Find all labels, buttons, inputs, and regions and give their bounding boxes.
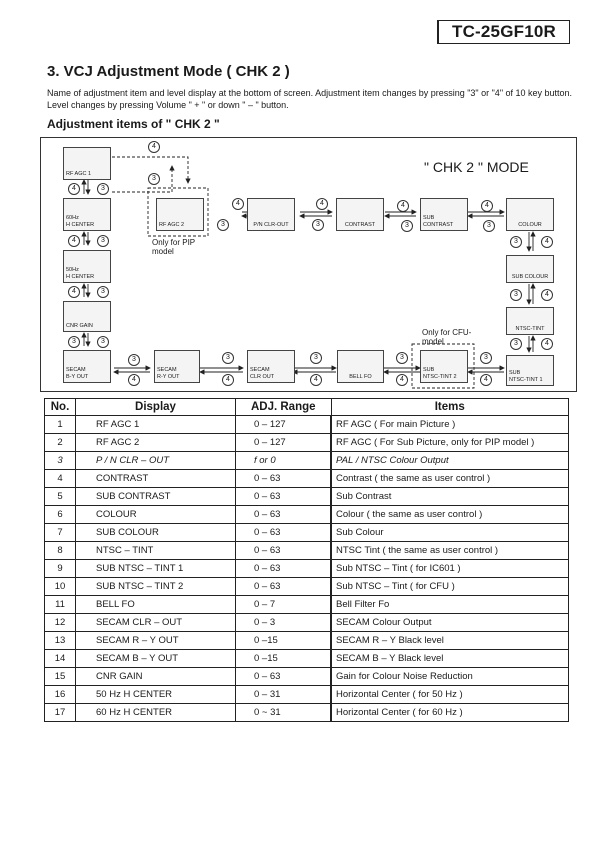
cell-item: Sub Colour [331, 524, 569, 542]
key-3-marker: 3 [97, 183, 109, 195]
cell-display: RF AGC 2 [76, 434, 236, 452]
cell-no: 9 [45, 560, 76, 578]
table-row [45, 434, 569, 452]
cell-item: SECAM B – Y Black level [331, 650, 569, 668]
block-label: CONTRAST [344, 221, 376, 228]
note-pip-model: Only for PIP model [152, 238, 196, 256]
block-sub-contrast [420, 198, 468, 231]
key-4-marker: 4 [316, 198, 328, 210]
cell-display: P / N CLR – OUT [76, 452, 236, 470]
cell-display: SECAM B – Y OUT [76, 650, 236, 668]
table-row [45, 614, 569, 632]
cell-range: 0 – 63 [236, 506, 332, 524]
block-bell-fo [337, 350, 384, 383]
cell-no: 14 [45, 650, 76, 668]
cell-item: Horizontal Center ( for 60 Hz ) [331, 704, 569, 722]
cell-no: 17 [45, 704, 76, 722]
key-3-marker: 3 [396, 352, 408, 364]
cell-item: Sub NTSC – Tint ( for CFU ) [331, 578, 569, 596]
cell-display: SECAM R – Y OUT [76, 632, 236, 650]
cell-range: 0 –15 [236, 650, 332, 668]
cell-display: COLOUR [76, 506, 236, 524]
block-label: 60Hz H CENTER [66, 215, 95, 228]
key-4-marker: 4 [128, 374, 140, 386]
block-50hz-h-center [63, 250, 111, 283]
key-4-marker: 4 [68, 183, 80, 195]
cell-item: SECAM R – Y Black level [331, 632, 569, 650]
table-row [45, 524, 569, 542]
cell-display: SUB NTSC – TINT 2 [76, 578, 236, 596]
table-row [45, 416, 569, 434]
block-label: 50Hz H CENTER [66, 267, 95, 280]
block-pn-clr-out [247, 198, 295, 231]
adjustment-items-table [44, 398, 569, 722]
table-row [45, 506, 569, 524]
cell-range: f or 0 [236, 452, 332, 470]
cell-display: RF AGC 1 [76, 416, 236, 434]
header-items: Items [331, 399, 569, 416]
key-3-marker: 3 [128, 354, 140, 366]
cell-no: 4 [45, 470, 76, 488]
key-4-marker: 4 [541, 289, 553, 301]
cell-range: 0 –15 [236, 632, 332, 650]
key-3-marker: 3 [148, 173, 160, 185]
table-row [45, 668, 569, 686]
key-4-marker: 4 [480, 374, 492, 386]
section-title: 3. VCJ Adjustment Mode ( CHK 2 ) [47, 63, 290, 80]
key-4-marker: 4 [396, 374, 408, 386]
block-label: SUB NTSC-TINT 2 [423, 367, 457, 380]
table-row [45, 686, 569, 704]
block-60hz-h-center [63, 198, 111, 231]
block-label: SECAM B-Y OUT [66, 367, 89, 380]
model-number: TC-25GF10R [437, 20, 570, 44]
cell-range: 0 – 7 [236, 596, 332, 614]
table-row [45, 704, 569, 722]
cell-item: Contrast ( the same as user control ) [331, 470, 569, 488]
block-label: SECAM CLR OUT [250, 367, 275, 380]
cell-range: 0 – 63 [236, 668, 332, 686]
block-secam-clr-out [247, 350, 295, 383]
cell-no: 1 [45, 416, 76, 434]
cell-range: 0 – 31 [236, 686, 332, 704]
cell-item: NTSC Tint ( the same as user control ) [331, 542, 569, 560]
header-display: Display [76, 399, 236, 416]
note-cfu-model: Only for CFU- model [422, 328, 472, 346]
table-header-row [45, 399, 569, 416]
cell-item: Gain for Colour Noise Reduction [331, 668, 569, 686]
block-label: SUB COLOUR [511, 273, 549, 280]
key-3-marker: 3 [97, 235, 109, 247]
cell-range: 0 – 63 [236, 560, 332, 578]
key-4-marker: 4 [68, 235, 80, 247]
key-4-marker: 4 [222, 374, 234, 386]
cell-display: 60 Hz H CENTER [76, 704, 236, 722]
cell-display: CNR GAIN [76, 668, 236, 686]
block-label: SUB NTSC-TINT 1 [509, 370, 543, 383]
key-4-marker: 4 [232, 198, 244, 210]
table-row [45, 578, 569, 596]
key-3-marker: 3 [97, 336, 109, 348]
table-row [45, 650, 569, 668]
cell-range: 0 – 63 [236, 524, 332, 542]
key-3-marker: 3 [480, 352, 492, 364]
cell-range: 0 – 127 [236, 434, 332, 452]
key-3-marker: 3 [312, 219, 324, 231]
block-secam-ry-out [154, 350, 200, 383]
key-4-marker: 4 [68, 286, 80, 298]
mode-label: " CHK 2 " MODE [424, 159, 529, 175]
cell-display: SECAM CLR – OUT [76, 614, 236, 632]
table-row [45, 488, 569, 506]
cell-item: Colour ( the same as user control ) [331, 506, 569, 524]
block-label: RF AGC 2 [159, 221, 185, 228]
cell-item: RF AGC ( For Sub Picture, only for PIP model ) [331, 434, 569, 452]
key-3-marker: 3 [483, 220, 495, 232]
key-3-marker: 3 [510, 236, 522, 248]
key-3-marker: 3 [68, 336, 80, 348]
key-3-marker: 3 [510, 338, 522, 350]
subheading: Adjustment items of " CHK 2 " [47, 117, 220, 131]
block-label: SUB CONTRAST [423, 215, 454, 228]
block-rf-agc2 [156, 198, 204, 231]
table-row [45, 470, 569, 488]
cell-display: CONTRAST [76, 470, 236, 488]
key-4-marker: 4 [541, 338, 553, 350]
cell-display: SUB COLOUR [76, 524, 236, 542]
key-4-marker: 4 [148, 141, 160, 153]
header-adj-range: ADJ. Range [236, 399, 332, 416]
cell-no: 12 [45, 614, 76, 632]
block-cnr-gain [63, 301, 111, 332]
key-3-marker: 3 [310, 352, 322, 364]
cell-range: 0 – 3 [236, 614, 332, 632]
cell-range: 0 – 63 [236, 578, 332, 596]
key-3-marker: 3 [510, 289, 522, 301]
block-sub-colour [506, 255, 554, 283]
cell-item: Sub Contrast [331, 488, 569, 506]
block-label: CNR GAIN [66, 322, 93, 329]
key-4-marker: 4 [397, 200, 409, 212]
cell-item: PAL / NTSC Colour Output [331, 452, 569, 470]
cell-no: 15 [45, 668, 76, 686]
table-row [45, 452, 569, 470]
cell-range: 0 – 127 [236, 416, 332, 434]
cell-no: 5 [45, 488, 76, 506]
cell-no: 2 [45, 434, 76, 452]
key-4-marker: 4 [541, 236, 553, 248]
cell-item: RF AGC ( For main Picture ) [331, 416, 569, 434]
key-4-marker: 4 [310, 374, 322, 386]
table-row [45, 542, 569, 560]
cell-no: 6 [45, 506, 76, 524]
block-label: NTSC-TINT [515, 325, 545, 332]
block-label: P/N CLR-OUT [253, 221, 289, 228]
cell-no: 10 [45, 578, 76, 596]
block-label: SECAM R-Y OUT [157, 367, 180, 380]
cell-no: 13 [45, 632, 76, 650]
cell-item: Sub NTSC – Tint ( for IC601 ) [331, 560, 569, 578]
table-row [45, 632, 569, 650]
block-contrast [336, 198, 384, 231]
key-4-marker: 4 [481, 200, 493, 212]
cell-item: SECAM Colour Output [331, 614, 569, 632]
block-label: BELL FO [349, 373, 372, 380]
cell-no: 8 [45, 542, 76, 560]
cell-no: 16 [45, 686, 76, 704]
key-3-marker: 3 [97, 286, 109, 298]
cell-no: 7 [45, 524, 76, 542]
cell-item: Horizontal Center ( for 50 Hz ) [331, 686, 569, 704]
cell-range: 0 – 63 [236, 488, 332, 506]
key-3-marker: 3 [217, 219, 229, 231]
cell-display: BELL FO [76, 596, 236, 614]
cell-range: 0 – 63 [236, 470, 332, 488]
intro-paragraph: Name of adjustment item and level display at the bottom of screen. Adjustment item changes by pressing "3" or "4" of 10 key button. Level changes by pressing Volume " + " or down " – " button. [47, 88, 573, 110]
header-no: No. [45, 399, 76, 416]
cell-display: 50 Hz H CENTER [76, 686, 236, 704]
cell-range: 0 ~ 31 [236, 704, 332, 722]
block-label: COLOUR [518, 221, 542, 228]
table-row [45, 596, 569, 614]
block-label: RF AGC 1 [66, 170, 92, 177]
cell-display: SUB NTSC – TINT 1 [76, 560, 236, 578]
key-3-marker: 3 [222, 352, 234, 364]
block-colour [506, 198, 554, 231]
cell-display: SUB CONTRAST [76, 488, 236, 506]
table-row [45, 560, 569, 578]
cell-item: Bell Filter Fo [331, 596, 569, 614]
cell-no: 3 [45, 452, 76, 470]
key-3-marker: 3 [401, 220, 413, 232]
block-ntsc-tint [506, 307, 554, 335]
block-sub-ntsc-tint1 [506, 355, 554, 386]
block-secam-by-out [63, 350, 111, 383]
cell-no: 11 [45, 596, 76, 614]
cell-range: 0 – 63 [236, 542, 332, 560]
cell-display: NTSC – TINT [76, 542, 236, 560]
block-rf-agc1 [63, 147, 111, 180]
block-sub-ntsc-tint2 [420, 350, 468, 383]
